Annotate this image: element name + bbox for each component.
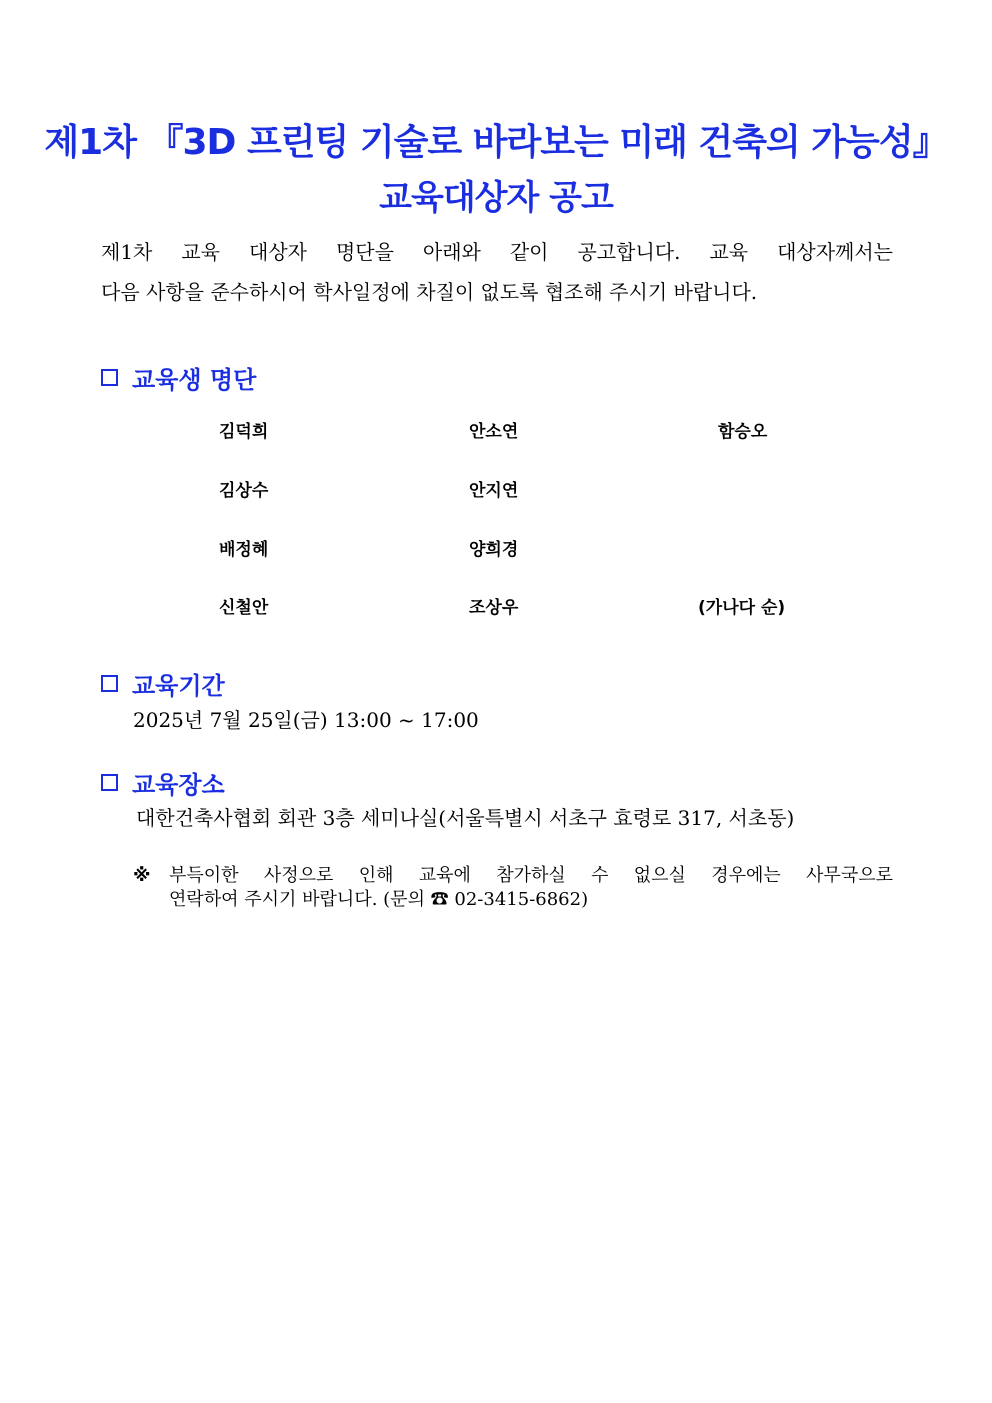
venue-heading [101,765,225,800]
roster-heading [101,360,256,395]
intro-line-1: 제1차 교육 대상자 명단을 아래와 같이 공고합니다. 교육 대상자께서는 [101,240,893,264]
name-item: 함승오 [718,422,768,442]
name-item: 신철안 [219,598,269,618]
name-item: 배정혜 [219,540,269,560]
notice-line-2: 연락하여 주시기 바랍니다. (문의 ☎ 02-3415-6862) [169,889,589,910]
checkbox-icon [101,369,118,386]
name-item: 양희경 [469,540,519,560]
name-item: 안소연 [469,422,519,442]
intro-line-2: 다음 사항을 준수하시어 학사일정에 차질이 없도록 협조해 주시기 바랍니다. [101,280,758,304]
name-item: 김상수 [219,481,269,501]
notice [133,864,893,912]
page-title-line-2: 교육대상자 공고 [379,178,613,218]
checkbox-icon [101,675,118,692]
intro-paragraph [101,232,893,312]
page-title-line-1: 제1차 『3D 프린팅 기술로 바라보는 미래 건축의 가능성』 [44,122,948,163]
notice-line-1: 부득이한 사정으로 인해 교육에 참가하실 수 없으실 경우에는 사무국으로 [169,865,893,886]
period-text: 2025년 7월 25일(금) 13:00 ~ 17:00 [133,708,479,732]
period-heading [101,666,225,701]
roster-heading-label: 교육생 명단 [132,366,257,394]
name-item: 김덕희 [219,422,269,442]
venue-heading-label: 교육장소 [132,771,225,799]
checkbox-icon [101,774,118,791]
reference-mark-icon: ※ [133,865,151,886]
venue-text: 대한건축사협회 회관 3층 세미나실(서울특별시 서초구 효령로 317, 서초동) [136,806,795,830]
name-item: 안지연 [469,481,519,501]
name-item: 조상우 [469,598,519,618]
period-heading-label: 교육기간 [132,672,225,700]
order-note: (가나다 순) [698,598,786,618]
